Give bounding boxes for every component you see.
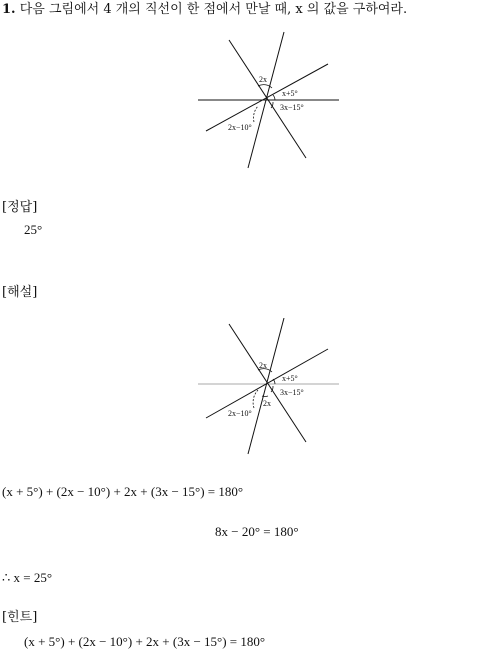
figure-svg: [196, 30, 341, 172]
answer-label: [정답]: [2, 200, 38, 215]
fig1-label-2: 3x−15°: [280, 103, 304, 112]
sol-fig-label-2: 3x−15°: [280, 388, 304, 397]
figure-solution: [196, 318, 341, 464]
sol-fig-label-1: x+5°: [282, 374, 298, 383]
sol-fig-label-3: 2x: [263, 399, 271, 408]
hint-equation: (x + 5°) + (2x − 10°) + 2x + (3x − 15°) = 180°: [24, 634, 266, 649]
sol-fig-label-4: 2x−10°: [228, 409, 252, 418]
hint-label: [힌트]: [2, 610, 38, 625]
fig1-label-0: 2x: [259, 75, 267, 84]
problem-number: 1.: [2, 2, 16, 17]
problem-statement: [2, 2, 407, 18]
figure-intersecting-lines: [196, 30, 341, 176]
problem-text: 다음 그림에서 4 개의 직선이 한 점에서 만날 때, x 의 값을 구하여라.: [19, 2, 408, 17]
sol-fig-label-0: 2x: [259, 361, 267, 370]
answer-value: 25°: [24, 222, 43, 237]
solution-equation-3: ∴ x = 25°: [2, 570, 53, 585]
solution-figure-svg: [196, 318, 341, 460]
fig1-label-1: x+5°: [282, 89, 298, 98]
solution-label: [해설]: [2, 285, 38, 300]
fig1-label-3: 2x−10°: [228, 123, 252, 132]
solution-equation-2: 8x − 20° = 180°: [215, 524, 299, 539]
solution-equation-1: (x + 5°) + (2x − 10°) + 2x + (3x − 15°) = 180°: [2, 484, 244, 499]
